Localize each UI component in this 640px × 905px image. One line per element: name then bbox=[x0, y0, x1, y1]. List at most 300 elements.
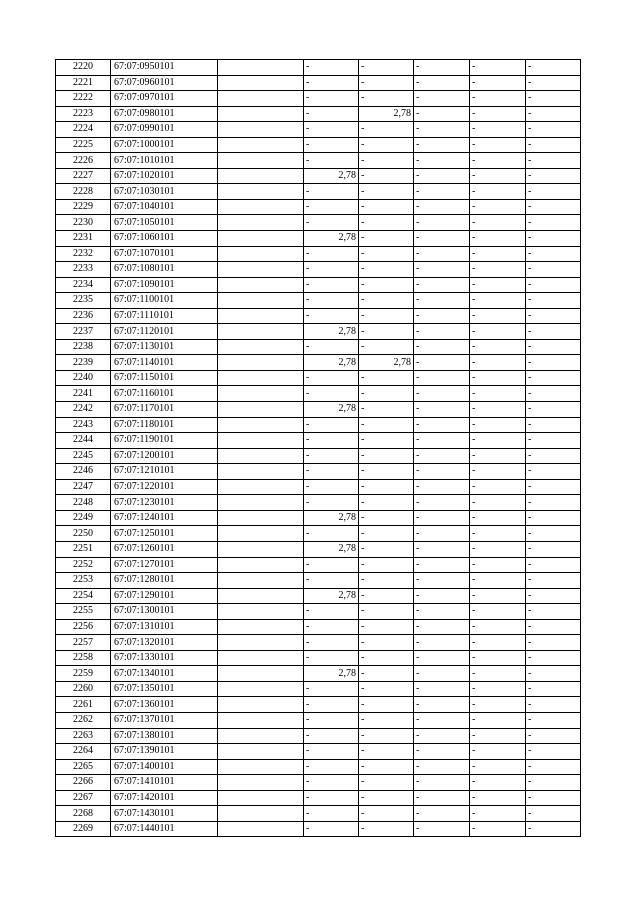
value-cell-5-text: - bbox=[528, 356, 532, 368]
row-number-cell: 2224 bbox=[56, 122, 111, 138]
value-cell-2 bbox=[359, 541, 414, 557]
value-cell-5 bbox=[526, 199, 581, 215]
value-cell-1 bbox=[304, 790, 359, 806]
value-cell-5 bbox=[526, 60, 581, 76]
value-cell-3-text: - bbox=[416, 823, 420, 835]
value-cell-1-text: - bbox=[306, 791, 310, 803]
value-cell-2-text: - bbox=[361, 154, 365, 166]
value-cell-3 bbox=[414, 168, 470, 184]
row-number-cell: 2229 bbox=[56, 199, 111, 215]
value-cell-4 bbox=[470, 495, 526, 511]
value-cell-3 bbox=[414, 806, 470, 822]
row-number-cell: 2245 bbox=[56, 448, 111, 464]
cadastral-code-cell: 67:07:1250101 bbox=[111, 526, 218, 542]
value-cell-3-text: - bbox=[416, 481, 420, 493]
value-cell-3-text: - bbox=[416, 449, 420, 461]
value-cell-2-text: - bbox=[361, 372, 365, 384]
value-cell-4 bbox=[470, 573, 526, 589]
empty-cell bbox=[218, 433, 304, 449]
value-cell-1-text: - bbox=[306, 294, 310, 306]
row-number-cell: 2225 bbox=[56, 137, 111, 153]
cadastral-code-cell: 67:07:1380101 bbox=[111, 728, 218, 744]
cadastral-code-cell: 67:07:1190101 bbox=[111, 433, 218, 449]
table-row bbox=[56, 402, 581, 418]
row-number-cell: 2266 bbox=[56, 775, 111, 791]
value-cell-2-text: - bbox=[361, 232, 365, 244]
value-cell-4-text: - bbox=[472, 263, 476, 275]
value-cell-4-text: - bbox=[472, 139, 476, 150]
value-cell-5-text: - bbox=[528, 387, 532, 399]
empty-cell bbox=[218, 153, 304, 169]
value-cell-2-text: - bbox=[361, 683, 365, 695]
empty-cell bbox=[218, 417, 304, 433]
value-cell-5-text: - bbox=[528, 216, 532, 228]
empty-cell bbox=[218, 324, 304, 340]
value-cell-1-text: - bbox=[306, 496, 310, 508]
value-cell-3-text: - bbox=[416, 232, 420, 244]
row-number-cell: 2265 bbox=[56, 759, 111, 775]
row-number-cell: 2255 bbox=[56, 604, 111, 620]
value-cell-2 bbox=[359, 681, 414, 697]
value-cell-1 bbox=[304, 806, 359, 822]
table-row bbox=[56, 821, 581, 837]
value-cell-4 bbox=[470, 246, 526, 262]
value-cell-5-text: - bbox=[528, 807, 532, 819]
value-cell-3 bbox=[414, 759, 470, 775]
value-cell-5-text: - bbox=[528, 620, 532, 632]
table-row bbox=[56, 666, 581, 682]
value-cell-4 bbox=[470, 184, 526, 200]
value-cell-2 bbox=[359, 231, 414, 247]
value-cell-5 bbox=[526, 448, 581, 464]
value-cell-1-text: - bbox=[306, 434, 310, 446]
value-cell-1 bbox=[304, 728, 359, 744]
value-cell-4 bbox=[470, 775, 526, 791]
value-cell-2 bbox=[359, 464, 414, 480]
value-cell-2-text: - bbox=[361, 325, 365, 337]
value-cell-5-text: - bbox=[528, 201, 532, 213]
value-cell-5 bbox=[526, 464, 581, 480]
cadastral-code-cell: 67:07:1310101 bbox=[111, 619, 218, 635]
empty-cell bbox=[218, 137, 304, 153]
cadastral-code-cell: 67:07:1200101 bbox=[111, 448, 218, 464]
value-cell-4-text: - bbox=[472, 807, 476, 819]
value-cell-4 bbox=[470, 526, 526, 542]
value-cell-1-text: - bbox=[306, 683, 310, 695]
data-table bbox=[55, 59, 581, 837]
value-cell-5 bbox=[526, 168, 581, 184]
value-cell-1-text: - bbox=[306, 310, 310, 322]
value-cell-5-text: - bbox=[528, 543, 532, 555]
value-cell-1-text: - bbox=[306, 823, 310, 835]
value-cell-5-text: - bbox=[528, 481, 532, 493]
cadastral-code-cell: 67:07:1300101 bbox=[111, 604, 218, 620]
empty-cell bbox=[218, 541, 304, 557]
value-cell-1 bbox=[304, 231, 359, 247]
value-cell-3 bbox=[414, 308, 470, 324]
value-cell-3 bbox=[414, 122, 470, 138]
value-cell-1 bbox=[304, 293, 359, 309]
empty-cell bbox=[218, 339, 304, 355]
value-cell-1-text: - bbox=[306, 605, 310, 617]
empty-cell bbox=[218, 293, 304, 309]
value-cell-5-text: - bbox=[528, 776, 532, 788]
empty-cell bbox=[218, 744, 304, 760]
value-cell-1-text: - bbox=[306, 372, 310, 384]
value-cell-3 bbox=[414, 386, 470, 402]
row-number-cell: 2223 bbox=[56, 106, 111, 122]
value-cell-5 bbox=[526, 153, 581, 169]
value-cell-4 bbox=[470, 681, 526, 697]
value-cell-3-text: - bbox=[416, 247, 420, 259]
value-cell-2 bbox=[359, 277, 414, 293]
value-cell-5 bbox=[526, 588, 581, 604]
value-cell-5 bbox=[526, 557, 581, 573]
table-row bbox=[56, 541, 581, 557]
value-cell-4-text: - bbox=[472, 652, 476, 664]
row-number-cell: 2230 bbox=[56, 215, 111, 231]
cadastral-code-cell: 67:07:1040101 bbox=[111, 199, 218, 215]
value-cell-3 bbox=[414, 541, 470, 557]
value-cell-2 bbox=[359, 744, 414, 760]
value-cell-4-text: - bbox=[472, 92, 476, 104]
value-cell-2-text: - bbox=[361, 558, 365, 570]
value-cell-5 bbox=[526, 650, 581, 666]
value-cell-3 bbox=[414, 60, 470, 76]
value-cell-2 bbox=[359, 619, 414, 635]
cadastral-code-cell: 67:07:1120101 bbox=[111, 324, 218, 340]
empty-cell bbox=[218, 479, 304, 495]
value-cell-4-text: - bbox=[472, 387, 476, 399]
value-cell-2 bbox=[359, 759, 414, 775]
value-cell-1 bbox=[304, 759, 359, 775]
value-cell-2-text: - bbox=[361, 123, 365, 135]
table-row bbox=[56, 339, 581, 355]
table-row bbox=[56, 122, 581, 138]
empty-cell bbox=[218, 277, 304, 293]
empty-cell bbox=[218, 495, 304, 511]
value-cell-1-text: 2,78 bbox=[338, 232, 356, 244]
value-cell-5 bbox=[526, 137, 581, 153]
row-number-cell: 2241 bbox=[56, 386, 111, 402]
value-cell-1 bbox=[304, 262, 359, 278]
value-cell-1-text: - bbox=[306, 185, 310, 197]
value-cell-3-text: - bbox=[416, 356, 420, 368]
value-cell-3-text: - bbox=[416, 636, 420, 648]
value-cell-5-text: - bbox=[528, 403, 532, 415]
value-cell-5 bbox=[526, 526, 581, 542]
value-cell-3-text: - bbox=[416, 620, 420, 632]
value-cell-5 bbox=[526, 495, 581, 511]
value-cell-3 bbox=[414, 91, 470, 107]
value-cell-4-text: - bbox=[472, 154, 476, 166]
value-cell-1 bbox=[304, 106, 359, 122]
row-number-cell: 2263 bbox=[56, 728, 111, 744]
cadastral-code-cell: 67:07:1170101 bbox=[111, 402, 218, 418]
table-row bbox=[56, 619, 581, 635]
row-number-cell: 2238 bbox=[56, 339, 111, 355]
empty-cell bbox=[218, 75, 304, 91]
empty-cell bbox=[218, 355, 304, 371]
row-number-cell: 2256 bbox=[56, 619, 111, 635]
value-cell-1 bbox=[304, 573, 359, 589]
cadastral-code-cell: 67:07:1090101 bbox=[111, 277, 218, 293]
value-cell-4 bbox=[470, 106, 526, 122]
value-cell-5-text: - bbox=[528, 154, 532, 166]
value-cell-3 bbox=[414, 666, 470, 682]
value-cell-1-text: - bbox=[306, 729, 310, 741]
empty-cell bbox=[218, 510, 304, 526]
cadastral-code-cell: 67:07:0980101 bbox=[111, 106, 218, 122]
value-cell-2 bbox=[359, 448, 414, 464]
value-cell-3-text: - bbox=[416, 107, 420, 119]
value-cell-4 bbox=[470, 168, 526, 184]
empty-cell bbox=[218, 821, 304, 837]
value-cell-5 bbox=[526, 262, 581, 278]
value-cell-3 bbox=[414, 184, 470, 200]
empty-cell bbox=[218, 557, 304, 573]
empty-cell bbox=[218, 666, 304, 682]
value-cell-4-text: - bbox=[472, 76, 476, 88]
value-cell-3-text: - bbox=[416, 170, 420, 182]
value-cell-1 bbox=[304, 697, 359, 713]
value-cell-2-text: - bbox=[361, 496, 365, 508]
value-cell-1-text: - bbox=[306, 481, 310, 493]
value-cell-4-text: - bbox=[472, 481, 476, 493]
value-cell-3-text: - bbox=[416, 496, 420, 508]
value-cell-4 bbox=[470, 728, 526, 744]
table-row bbox=[56, 215, 581, 231]
value-cell-1 bbox=[304, 526, 359, 542]
value-cell-5-text: - bbox=[528, 61, 532, 73]
value-cell-2-text: - bbox=[361, 247, 365, 259]
value-cell-1 bbox=[304, 619, 359, 635]
table-row bbox=[56, 712, 581, 728]
table-row bbox=[56, 744, 581, 760]
value-cell-1 bbox=[304, 775, 359, 791]
value-cell-4-text: - bbox=[472, 698, 476, 710]
value-cell-4 bbox=[470, 821, 526, 837]
value-cell-5-text: - bbox=[528, 823, 532, 835]
row-number-cell: 2254 bbox=[56, 588, 111, 604]
value-cell-3 bbox=[414, 137, 470, 153]
value-cell-1 bbox=[304, 122, 359, 138]
table-row bbox=[56, 199, 581, 215]
value-cell-1-text: - bbox=[306, 247, 310, 259]
value-cell-2 bbox=[359, 604, 414, 620]
table-row bbox=[56, 681, 581, 697]
value-cell-4-text: - bbox=[472, 558, 476, 570]
cadastral-code-cell: 67:07:1260101 bbox=[111, 541, 218, 557]
value-cell-5 bbox=[526, 370, 581, 386]
value-cell-5-text: - bbox=[528, 170, 532, 182]
value-cell-5-text: - bbox=[528, 760, 532, 772]
value-cell-3-text: - bbox=[416, 760, 420, 772]
value-cell-3 bbox=[414, 573, 470, 589]
value-cell-5 bbox=[526, 402, 581, 418]
value-cell-1 bbox=[304, 417, 359, 433]
value-cell-3-text: - bbox=[416, 418, 420, 430]
value-cell-1-text: - bbox=[306, 278, 310, 290]
row-number-cell: 2262 bbox=[56, 712, 111, 728]
value-cell-2 bbox=[359, 479, 414, 495]
cadastral-code-cell: 67:07:1360101 bbox=[111, 697, 218, 713]
value-cell-3-text: - bbox=[416, 123, 420, 135]
value-cell-1 bbox=[304, 168, 359, 184]
row-number-cell: 2250 bbox=[56, 526, 111, 542]
value-cell-3-text: - bbox=[416, 776, 420, 788]
value-cell-1-text: - bbox=[306, 449, 310, 461]
cadastral-code-cell: 67:07:1000101 bbox=[111, 137, 218, 153]
value-cell-5-text: - bbox=[528, 92, 532, 104]
value-cell-2 bbox=[359, 184, 414, 200]
value-cell-3-text: - bbox=[416, 278, 420, 290]
value-cell-5 bbox=[526, 91, 581, 107]
value-cell-3 bbox=[414, 557, 470, 573]
value-cell-2 bbox=[359, 402, 414, 418]
value-cell-3-text: - bbox=[416, 791, 420, 803]
row-number-cell: 2220 bbox=[56, 60, 111, 76]
value-cell-4-text: - bbox=[472, 620, 476, 632]
value-cell-2-text: - bbox=[361, 61, 365, 73]
row-number-cell: 2236 bbox=[56, 308, 111, 324]
value-cell-4-text: - bbox=[472, 512, 476, 524]
empty-cell bbox=[218, 106, 304, 122]
table-row bbox=[56, 355, 581, 371]
row-number-cell: 2267 bbox=[56, 790, 111, 806]
table-row bbox=[56, 75, 581, 91]
row-number-cell: 2233 bbox=[56, 262, 111, 278]
value-cell-2 bbox=[359, 588, 414, 604]
empty-cell bbox=[218, 168, 304, 184]
row-number-cell: 2231 bbox=[56, 231, 111, 247]
value-cell-1-text: - bbox=[306, 807, 310, 819]
value-cell-2-text: - bbox=[361, 387, 365, 399]
value-cell-2-text: - bbox=[361, 605, 365, 617]
value-cell-5 bbox=[526, 293, 581, 309]
value-cell-4-text: - bbox=[472, 496, 476, 508]
value-cell-3 bbox=[414, 526, 470, 542]
value-cell-1 bbox=[304, 308, 359, 324]
table-row bbox=[56, 728, 581, 744]
value-cell-4-text: - bbox=[472, 294, 476, 306]
value-cell-2 bbox=[359, 308, 414, 324]
row-number-cell: 2239 bbox=[56, 355, 111, 371]
value-cell-2-text: - bbox=[361, 791, 365, 803]
value-cell-4 bbox=[470, 697, 526, 713]
value-cell-2 bbox=[359, 293, 414, 309]
value-cell-2-text: - bbox=[361, 620, 365, 632]
value-cell-1-text: - bbox=[306, 652, 310, 664]
value-cell-1-text: - bbox=[306, 107, 310, 119]
value-cell-2-text: - bbox=[361, 76, 365, 88]
value-cell-5 bbox=[526, 246, 581, 262]
value-cell-3-text: - bbox=[416, 92, 420, 104]
table-row bbox=[56, 697, 581, 713]
value-cell-4 bbox=[470, 215, 526, 231]
value-cell-4 bbox=[470, 712, 526, 728]
value-cell-2-text: - bbox=[361, 527, 365, 539]
value-cell-5 bbox=[526, 635, 581, 651]
value-cell-4 bbox=[470, 153, 526, 169]
value-cell-1 bbox=[304, 588, 359, 604]
value-cell-2 bbox=[359, 650, 414, 666]
value-cell-2 bbox=[359, 153, 414, 169]
row-number-cell: 2237 bbox=[56, 324, 111, 340]
value-cell-1-text: 2,78 bbox=[338, 403, 356, 415]
value-cell-5-text: - bbox=[528, 418, 532, 430]
cadastral-code-cell: 67:07:0970101 bbox=[111, 91, 218, 107]
value-cell-4 bbox=[470, 448, 526, 464]
row-number-cell: 2232 bbox=[56, 246, 111, 262]
table-row bbox=[56, 464, 581, 480]
table-row bbox=[56, 308, 581, 324]
value-cell-2 bbox=[359, 697, 414, 713]
value-cell-1 bbox=[304, 650, 359, 666]
value-cell-1 bbox=[304, 60, 359, 76]
value-cell-5-text: - bbox=[528, 745, 532, 757]
value-cell-4-text: - bbox=[472, 636, 476, 648]
value-cell-2 bbox=[359, 557, 414, 573]
value-cell-1-text: - bbox=[306, 527, 310, 539]
table-body bbox=[56, 60, 581, 837]
value-cell-1-text: 2,78 bbox=[338, 543, 356, 555]
value-cell-4-text: - bbox=[472, 216, 476, 228]
value-cell-4 bbox=[470, 541, 526, 557]
value-cell-4 bbox=[470, 790, 526, 806]
value-cell-3 bbox=[414, 775, 470, 791]
cadastral-code-cell: 67:07:1400101 bbox=[111, 759, 218, 775]
value-cell-1-text: - bbox=[306, 558, 310, 570]
cadastral-code-cell: 67:07:1270101 bbox=[111, 557, 218, 573]
value-cell-4 bbox=[470, 635, 526, 651]
value-cell-4-text: - bbox=[472, 434, 476, 446]
value-cell-4 bbox=[470, 604, 526, 620]
empty-cell bbox=[218, 246, 304, 262]
value-cell-5-text: - bbox=[528, 465, 532, 477]
empty-cell bbox=[218, 790, 304, 806]
value-cell-1-text: - bbox=[306, 341, 310, 353]
value-cell-1 bbox=[304, 495, 359, 511]
value-cell-5-text: - bbox=[528, 714, 532, 726]
value-cell-4-text: - bbox=[472, 185, 476, 197]
value-cell-5 bbox=[526, 790, 581, 806]
value-cell-5-text: - bbox=[528, 263, 532, 275]
cadastral-code-cell: 67:07:1420101 bbox=[111, 790, 218, 806]
value-cell-5 bbox=[526, 433, 581, 449]
empty-cell bbox=[218, 122, 304, 138]
value-cell-5-text: - bbox=[528, 558, 532, 570]
value-cell-5 bbox=[526, 759, 581, 775]
value-cell-3-text: - bbox=[416, 263, 420, 275]
value-cell-3 bbox=[414, 231, 470, 247]
value-cell-3-text: - bbox=[416, 372, 420, 384]
value-cell-2-text: - bbox=[361, 170, 365, 182]
value-cell-4 bbox=[470, 806, 526, 822]
value-cell-2 bbox=[359, 339, 414, 355]
value-cell-1-text: - bbox=[306, 387, 310, 399]
table-row bbox=[56, 526, 581, 542]
table-row bbox=[56, 91, 581, 107]
cadastral-code-cell: 67:07:0960101 bbox=[111, 75, 218, 91]
value-cell-3 bbox=[414, 277, 470, 293]
value-cell-2 bbox=[359, 510, 414, 526]
value-cell-2-text: - bbox=[361, 512, 365, 524]
value-cell-2-text: - bbox=[361, 729, 365, 741]
empty-cell bbox=[218, 681, 304, 697]
value-cell-5 bbox=[526, 697, 581, 713]
value-cell-4-text: - bbox=[472, 543, 476, 555]
